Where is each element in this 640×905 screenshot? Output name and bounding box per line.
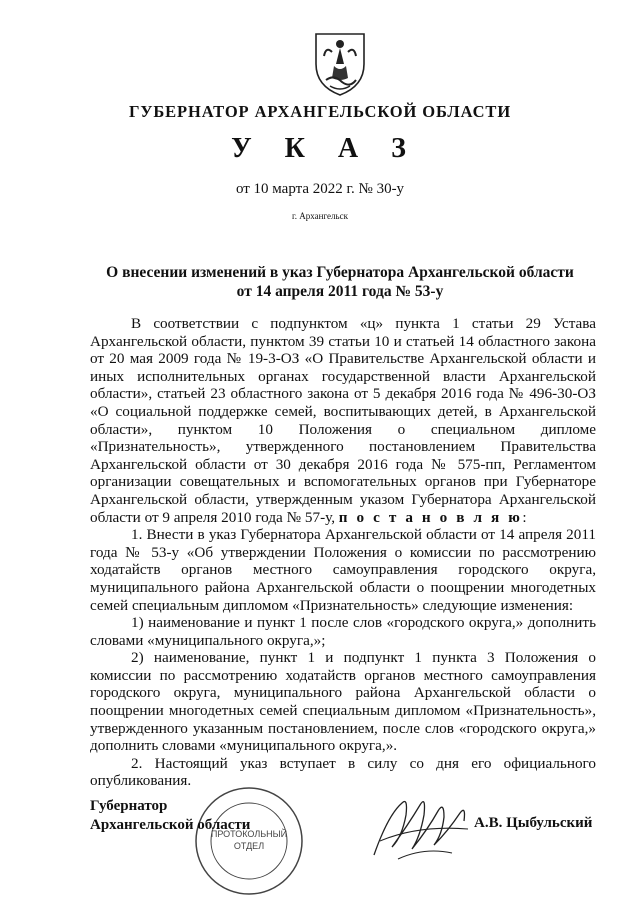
governor-title: ГУБЕРНАТОР АРХАНГЕЛЬСКОЙ ОБЛАСТИ [128, 102, 512, 121]
position-line-1: Губернатор [90, 798, 168, 814]
item-1: 1. Внести в указ Губернатора Архангельской области от 14 апреля 2011 года № 53-у «Об утверждении Положения о комиссии по рассмотрению ходатайств органов местного самоуправления городского округа, муниципального района Архангельской области о поощрении многодетных семей специальным дипломом «Признательность» следующие изменения: [90, 526, 596, 614]
decree-keyword: п о с т а н о в л я ю [338, 508, 523, 526]
handwritten-signature [368, 785, 474, 865]
decree-colon: : [522, 508, 527, 526]
signatory-position [90, 797, 250, 835]
item-1-subitem-1: 1) наименование и пункт 1 после слов «городского округа,» дополнить словами «муниципального округа,»; [90, 614, 596, 649]
date-and-number: от 10 марта 2022 г. № 30-у [235, 181, 405, 197]
preamble-text: В соответствии с подпунктом «ц» пункта 1 статьи 29 Устава Архангельской области, пунктом 39 статьи 10 и статьей 14 областного закона от 20 мая 2009 года № 19-3-ОЗ «О Правительстве Архангельской области и иных исполнительных органах государственной власти Архангельской области», статьей 23 областного закона от 5 декабря 2016 года № 496-30-ОЗ «О социальной поддержке семей, воспитывающих детей, в Архангельской области», пунктом 10 Положения о специальном дипломе «Признательность», утвержденного постановлением Правительства Архангельской области от 30 декабря 2016 года № 575-пп, Регламентом организации совещательных и вспомогательных органов при Губернаторе Архангельской области, утвержденным указом Губернатора Архангельской области от 9 апреля 2010 года № 57-у, [90, 315, 596, 526]
item-1-subitem-2: 2) наименование, пункт 1 и подпункт 1 пункта 3 Положения о комиссии по рассмотрению ходатайств органов местного самоуправления городского округа, муниципального района Архангельской области о поощрении многодетных семей специальным дипломом «Признательность», утвержденного указанным постановлением, после слов «городского округа,» дополнить словами «муниципального округа,». [90, 649, 596, 755]
signatory-name: А.В. Цыбульский [474, 815, 593, 831]
preamble-paragraph [90, 315, 596, 526]
coat-of-arms-icon [312, 30, 368, 98]
city: г. Архангельск [292, 211, 348, 221]
decree-body [90, 315, 596, 790]
svg-text:ОТДЕЛ: ОТДЕЛ [233, 841, 265, 851]
position-line-2: Архангельской области [90, 817, 251, 833]
subject-line-1: О внесении изменений в указ Губернатора Архангельской области [106, 264, 574, 281]
decree-subject [90, 263, 590, 301]
subject-line-2: от 14 апреля 2011 года № 53-у [236, 283, 444, 300]
item-2: 2. Настоящий указ вступает в силу со дня его официального опубликования. [90, 754, 596, 790]
svg-text:ПРОТОКОЛЬНЫЙ: ПРОТОКОЛЬНЫЙ [210, 829, 288, 839]
document-type: У К А З [231, 133, 419, 164]
